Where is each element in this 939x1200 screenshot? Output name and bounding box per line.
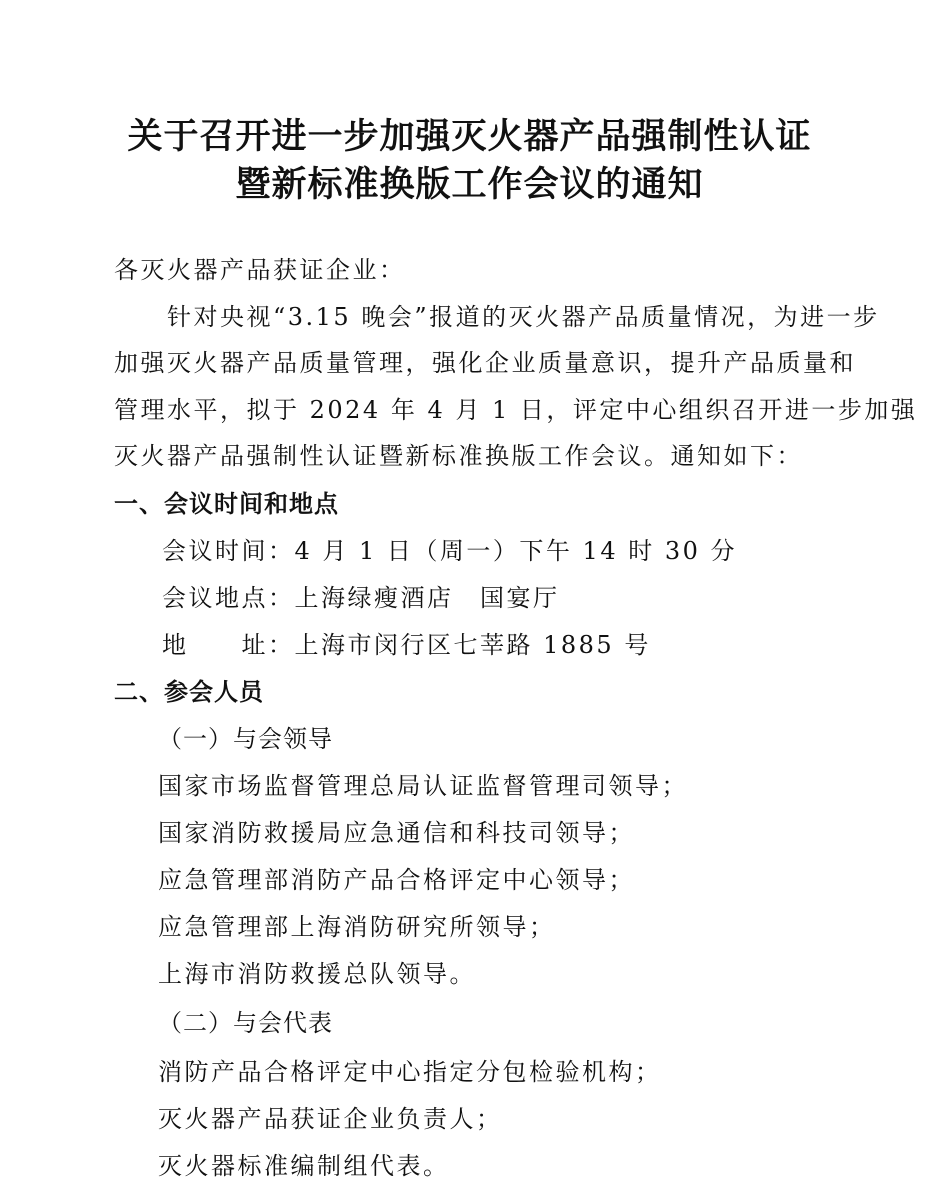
section-2-heading: 二、参会人员 — [114, 678, 264, 706]
section-1-heading: 一、会议时间和地点 — [114, 490, 339, 518]
intro-line-4: 灭火器产品强制性认证暨新标准换版工作会议。通知如下： — [114, 442, 803, 470]
meeting-venue: 会议地点：上海绿瘦酒店 国宴厅 — [162, 584, 560, 612]
list-item: 灭火器标准编制组代表。 — [158, 1152, 450, 1180]
list-item: 上海市消防救援总队领导。 — [158, 960, 476, 988]
intro-line-3: 管理水平，拟于 2024 年 4 月 1 日，评定中心组织召开进一步加强 — [114, 396, 918, 424]
list-item: 应急管理部上海消防研究所领导； — [158, 913, 556, 941]
list-item: 应急管理部消防产品合格评定中心领导； — [158, 866, 635, 894]
list-item: 消防产品合格评定中心指定分包检验机构； — [158, 1058, 662, 1086]
list-item: 国家消防救援局应急通信和科技司领导； — [158, 819, 635, 847]
meeting-time: 会议时间：4 月 1 日（周一）下午 14 时 30 分 — [162, 537, 738, 565]
document-title-line-2: 暨新标准换版工作会议的通知 — [235, 165, 704, 205]
list-item: 灭火器产品获证企业负责人； — [158, 1105, 503, 1133]
intro-line-2: 加强灭火器产品质量管理，强化企业质量意识，提升产品质量和 — [114, 349, 856, 377]
document-title-line-1: 关于召开进一步加强灭火器产品强制性认证 — [127, 117, 812, 157]
meeting-address: 地 址：上海市闵行区七莘路 1885 号 — [162, 631, 651, 659]
subsection-leaders-heading: （一）与会领导 — [158, 725, 333, 753]
subsection-representatives-heading: （二）与会代表 — [158, 1009, 333, 1037]
salutation: 各灭火器产品获证企业： — [114, 256, 406, 284]
list-item: 国家市场监督管理总局认证监督管理司领导； — [158, 772, 688, 800]
intro-line-1: 针对央视“3.15 晚会”报道的灭火器产品质量情况，为进一步 — [114, 303, 880, 331]
